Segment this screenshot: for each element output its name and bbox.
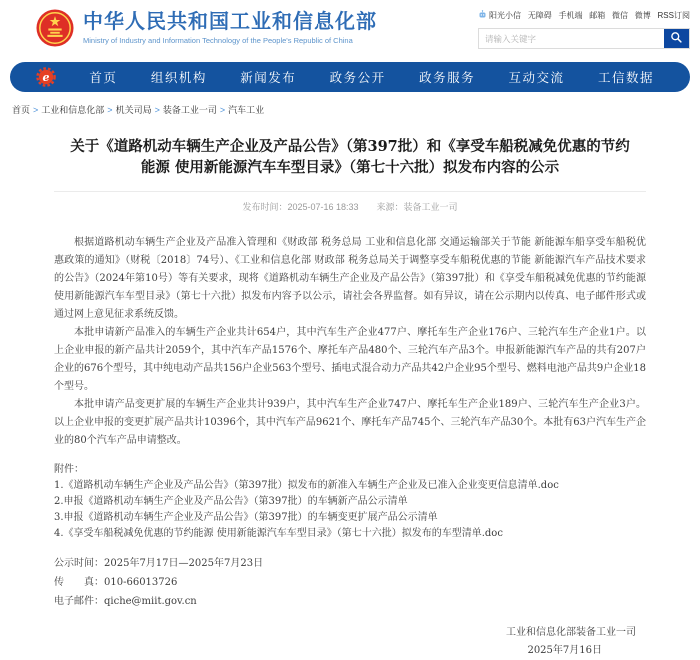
contact-section [54,554,646,611]
attachment-link-4[interactable]: 4.《享受车船税减免优惠的节约能源 使用新能源汽车车型目录》（第七十六批）拟发布的车型清单.doc [54,528,503,539]
header-quick-links [478,10,690,21]
breadcrumb-separator: > [154,105,160,115]
contact-label: 电子邮件： [54,596,104,607]
nav-item-interaction[interactable]: 互动交流 [508,71,565,85]
title-divider [54,191,646,192]
publish-time: 2025-07-16 18:33 [287,202,359,212]
national-emblem-icon [36,9,74,47]
breadcrumb-auto-industry[interactable]: 汽车工业 [228,105,265,115]
contact-value: 2025年7月17日—2025年7月23日 [104,558,264,569]
nav-item-home[interactable]: 首页 [89,71,118,85]
accessibility-link[interactable]: 无障碍 [527,11,552,20]
signature-date: 2025年7月16日 [527,645,602,656]
site-subtitle: Ministry of Industry and Information Technology of the People's Republic of China [83,36,353,45]
article [54,136,646,660]
article-meta [54,200,646,213]
site-header [0,0,700,58]
weibo-link[interactable]: 微博 [634,11,651,20]
attachment-link-2[interactable]: 2.申报《道路机动车辆生产企业及产品公告》（第397批）的车辆新产品公示清单 [54,496,408,507]
fax-number [54,573,646,592]
mail-link[interactable]: 邮箱 [589,11,606,20]
signature-department: 工业和信息化部装备工业一司 [506,627,636,638]
mobile-link[interactable]: 手机端 [558,11,583,20]
nav-item-news[interactable]: 新闻发布 [240,71,297,85]
search-button[interactable] [664,29,689,48]
attachment-link-3[interactable]: 3.申报《道路机动车辆生产企业及产品公告》（第397批）的车辆变更扩展产品公示清单 [54,512,438,523]
breadcrumb-equipment-dept[interactable]: 装备工业一司 [162,105,217,115]
email-address [54,592,646,611]
breadcrumb [12,103,700,116]
robot-icon [478,10,487,21]
svg-text:e: e [42,70,50,84]
nav-item-organization[interactable]: 组织机构 [150,71,207,85]
wechat-link[interactable]: 微信 [612,11,628,20]
source-label: 来源： [376,202,404,212]
contact-label: 传 真： [54,577,104,588]
attachment-link-1[interactable]: 1.《道路机动车辆生产企业及产品公告》（第397批）拟发布的新准入车辆生产企业及已准入企业变更信息清单.doc [54,480,559,491]
brand-text [83,11,377,45]
article-paragraph: 本批申请产品变更扩展的车辆生产企业共计939户，其中汽车生产企业747户、摩托车生产企业189户、三轮汽车生产企业3户。以上企业申报的变更扩展产品共计10396个，其中汽车产品9621个、摩托车产品745个、三轮汽车产品30个。本批有63户汽车生产企业的80个汽车产品申请整改。 [54,399,646,446]
source: 装备工业一司 [403,202,458,212]
breadcrumb-home[interactable]: 首页 [12,105,31,115]
rss-link[interactable]: RSS订阅 [657,11,690,20]
assistant-link-label: 阳光小信 [489,11,521,20]
site-title: 中华人民共和国工业和信息化部 [83,11,377,33]
breadcrumb-separator: > [33,105,39,115]
main-nav [10,62,690,92]
contact-label: 公示时间： [54,558,104,569]
contact-value: 010-66013726 [104,577,178,588]
breadcrumb-separator: > [107,105,113,115]
breadcrumb-separator: > [219,105,226,115]
site-brand [36,9,377,47]
signature-block [54,624,646,660]
magnifier-icon [670,31,683,47]
public-notice-period [54,554,646,573]
article-paragraph: 根据道路机动车辆生产企业及产品准入管理和《财政部 税务总局 工业和信息化部 交通运输部关于节能 新能源车船享受车船税优惠政策的通知》（财税〔2018〕74号）、《工业和信息化部 财政部 税务总局关于调整享受车船税优惠的节能 新能源汽车产品技术要求的公告》（2024年第10号）等有关要求，现将《道路机动车辆生产企业及产品公告》（第397批）和《享受车船税减免优惠的节约能源 使用新能源汽车车型目录》（第七十六批）拟发布内容予以公示，请社会各界监督。如有异议，请在公示期内以传真、电子邮件形式或通过网上意见征求系统反馈。 [54,237,646,320]
miit-gear-e-logo-icon [36,67,56,87]
assistant-link[interactable] [478,10,521,21]
publish-time-label: 发布时间： [242,202,288,212]
breadcrumb-miit[interactable]: 工业和信息化部 [41,105,105,115]
article-paragraph: 本批申请新产品准入的车辆生产企业共计654户，其中汽车生产企业477户、摩托车生产企业176户、三轮汽车生产企业1户。以上企业申报的新产品共计2059个，其中汽车产品1576个、摩托车产品480个、三轮汽车产品3个。申报新能源汽车产品的共有207户企业的676个型号，其中纯电动产品共156户企业563个型号、插电式混合动力产品共42户企业95个型号、燃料电池产品共9户企业18个型号。 [54,327,646,392]
attachments-label: 附件： [54,464,84,475]
contact-value: qiche@miit.gov.cn [104,596,197,607]
attachments-section [54,462,646,541]
nav-item-gov-disclosure[interactable]: 政务公开 [329,71,386,85]
nav-item-data[interactable]: 工信数据 [597,71,654,85]
article-title: 关于《道路机动车辆生产企业及产品公告》（第397批）和《享受车船税减免优惠的节约能源 使用新能源汽车车型目录》（第七十六批）拟发布内容的公示 [70,138,630,176]
nav-item-gov-services[interactable]: 政务服务 [419,71,476,85]
search-input[interactable] [479,29,664,48]
search-bar [478,28,690,49]
breadcrumb-departments[interactable]: 机关司局 [115,105,152,115]
header-right [478,9,690,49]
